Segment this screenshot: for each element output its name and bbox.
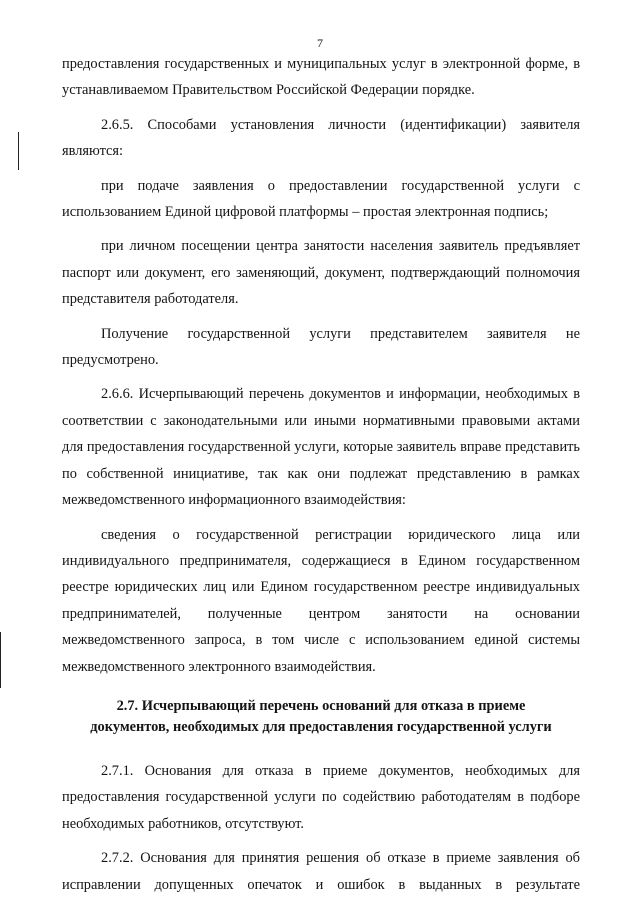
paragraph-2-7-1: 2.7.1. Основания для отказа в приеме документов, необходимых для предоставления государственной услуги по содействию работодателям в подборе необходимых работников, отсутствуют.: [62, 762, 580, 832]
page-number: 7: [317, 36, 323, 50]
section-heading-2-7: [62, 696, 580, 738]
section-heading-line: документов, необходимых для предоставления государственной услуги: [90, 718, 552, 735]
paragraph-2-6-6: 2.6.6. Исчерпывающий перечень документов и информации, необходимых в соответствии с законодательными или иными нормативными правовыми актами для предоставления государственной услуги, которые заявитель вправе представить по собственной инициативе, так как они подлежат представлению в рамках межведомственного информационного взаимодействия:: [62, 386, 580, 509]
margin-mark-bottom: [0, 632, 1, 688]
paragraph-continuation: предоставления государственных и муниципальных услуг в электронной форме, в устанавливаемом Правительством Российской Федерации порядке.: [62, 56, 580, 99]
paragraph-identification-visit: при личном посещении центра занятости населения заявитель предъявляет паспорт или документ, его заменяющий, документ, подтверждающий полномочия представителя работодателя.: [62, 238, 580, 308]
paragraph-identification-digital: при подаче заявления о предоставлении государственной услуги с использованием Единой цифровой платформы – простая электронная подпись;: [62, 177, 580, 221]
paragraph-registry-info: сведения о государственной регистрации юридического лица или индивидуального предпринимателя, содержащиеся в Едином государственном реестре юридических лиц или Едином государственном реестре индивидуальных предпринимателей, полученные центром занятости на основании межведомственного запроса, в том числе с использованием единой системы межведомственного электронного взаимодействия.: [62, 526, 580, 675]
margin-mark-top: [18, 132, 19, 170]
paragraph-2-6-5: 2.6.5. Способами установления личности (идентификации) заявителя являются:: [62, 116, 580, 160]
paragraph-2-7-2: 2.7.2. Основания для принятия решения об отказе в приеме заявления об исправлении допущенных опечаток и ошибок в выданных в результате: [62, 850, 580, 893]
section-heading-line: 2.7. Исчерпывающий перечень оснований для отказа в приеме: [116, 697, 526, 714]
document-body: [62, 51, 580, 898]
paragraph-representative: Получение государственной услуги представителем заявителя не предусмотрено.: [62, 325, 580, 369]
